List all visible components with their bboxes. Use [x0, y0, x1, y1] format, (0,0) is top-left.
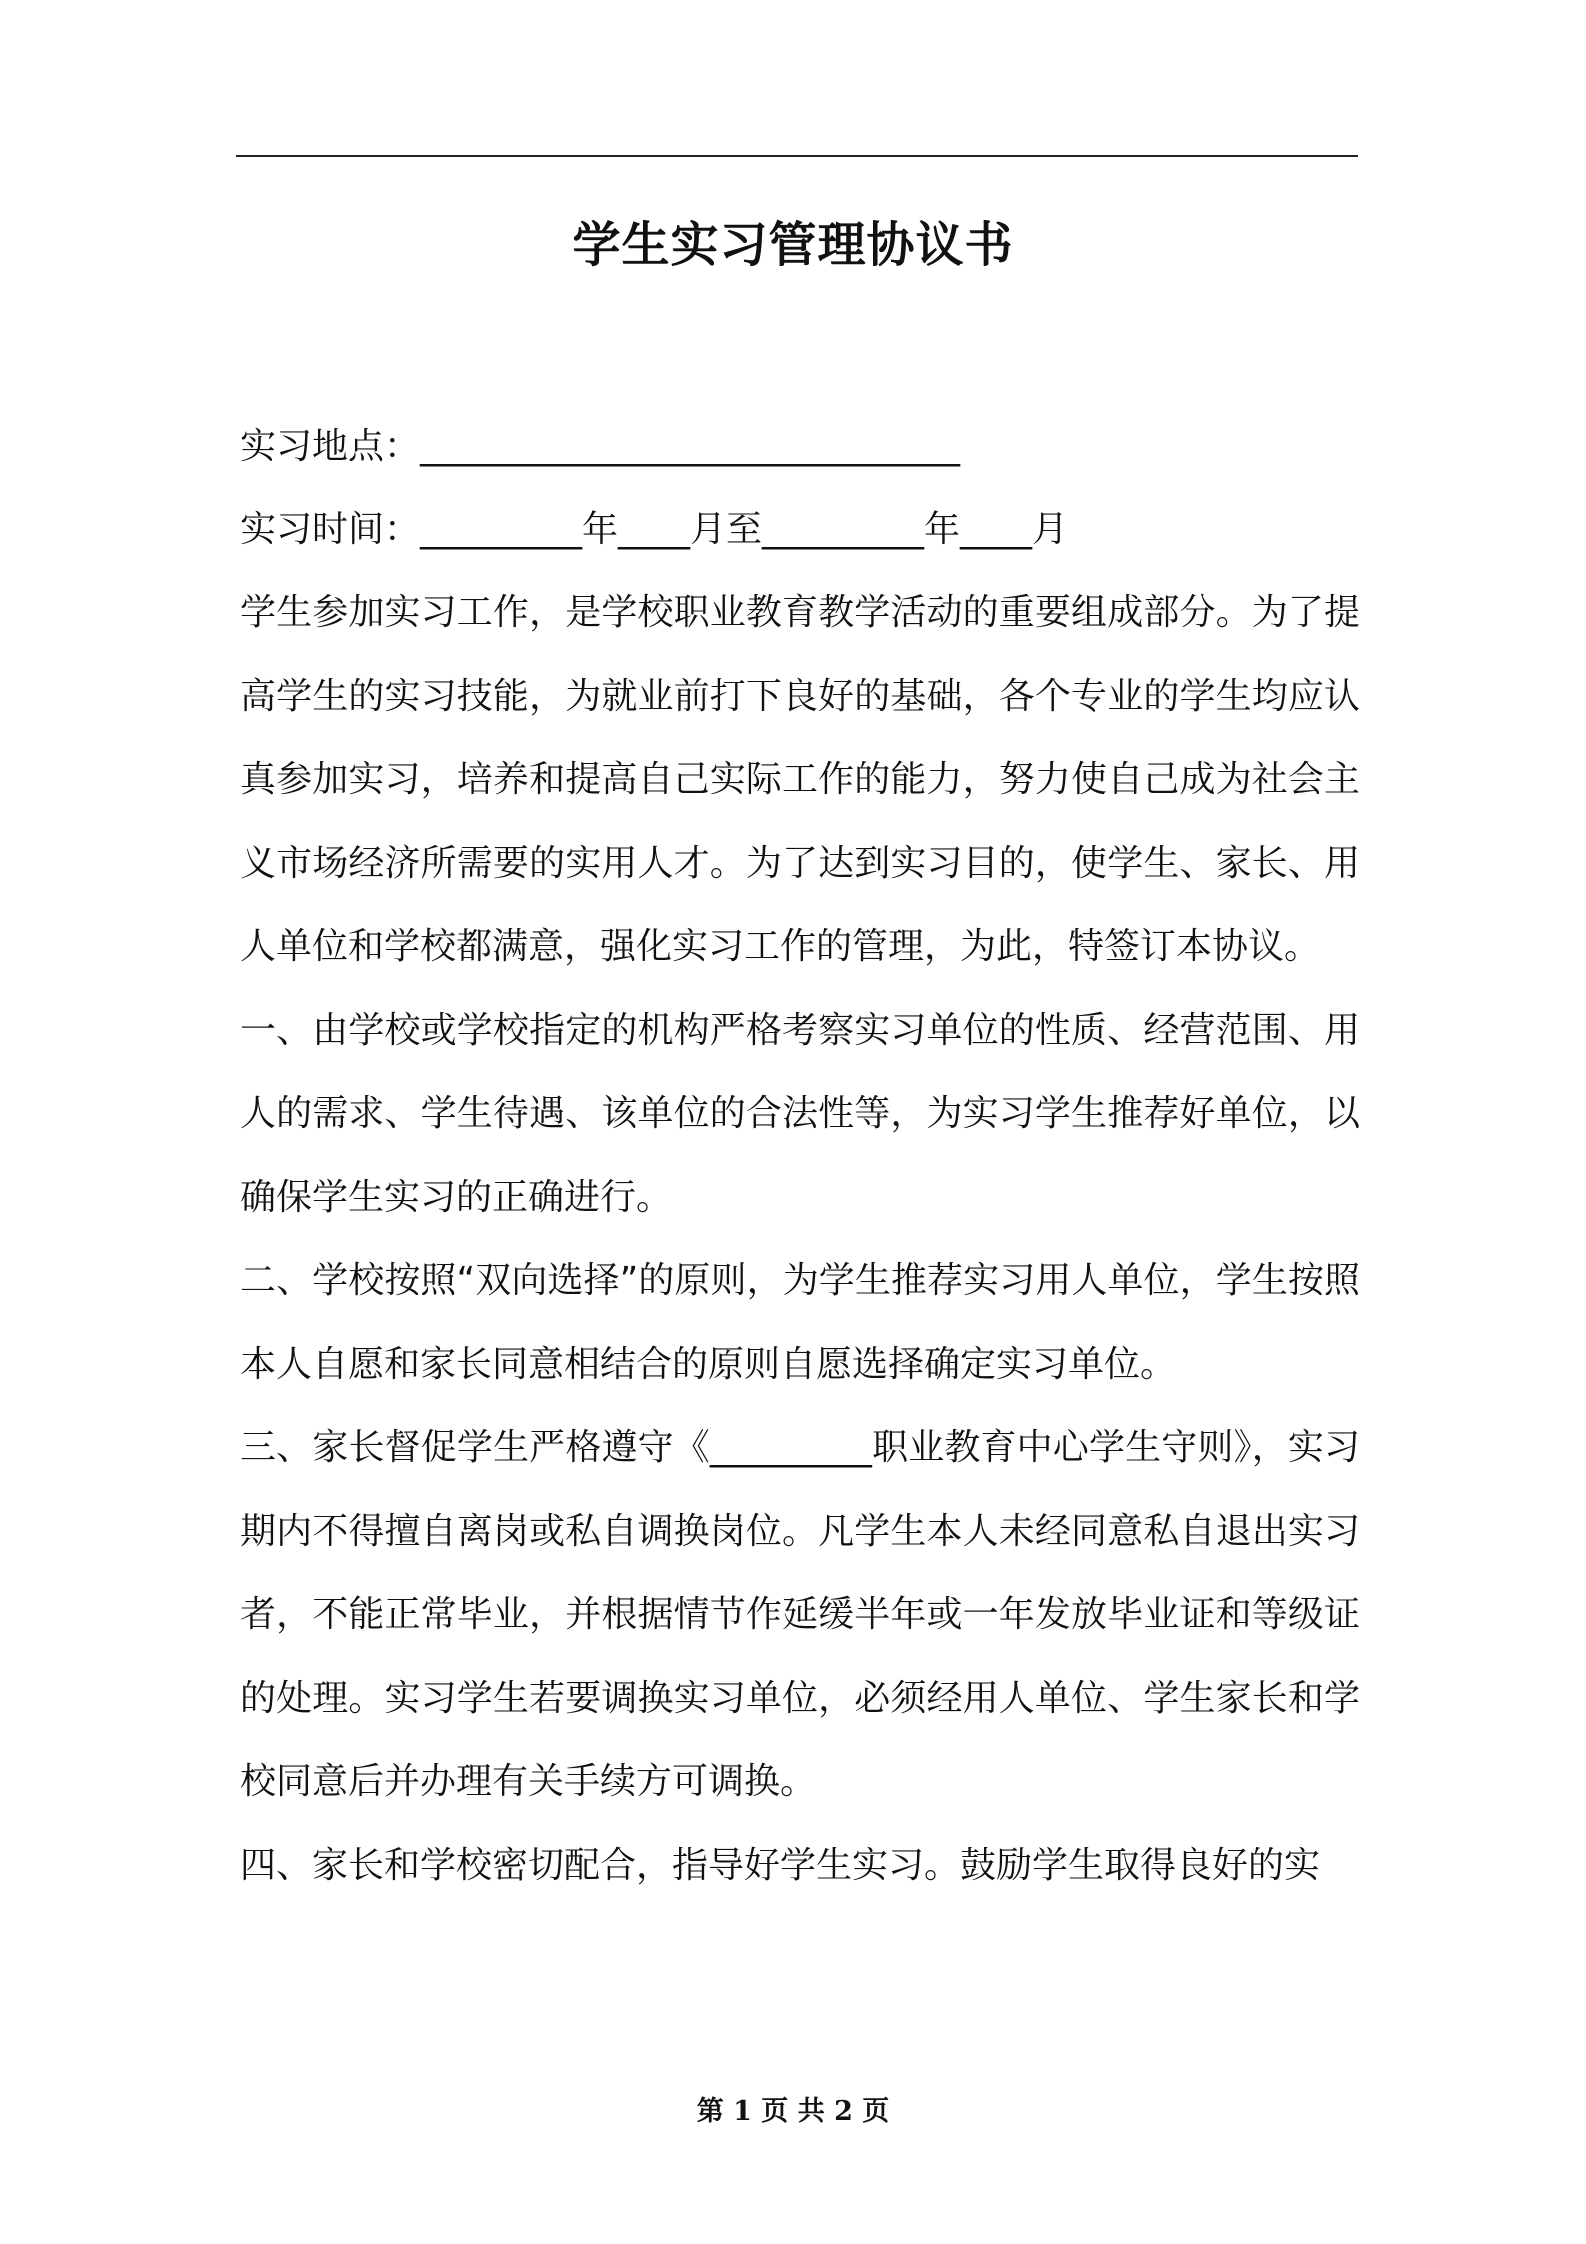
- internship-period-field: 实习时间：_________年____月至_________年____月: [240, 509, 1069, 550]
- clause-1-paragraph: 一、由学校或学校指定的机构严格考察实习单位的性质、经营范围、用人的需求、学生待遇、该单位的合法性等，为实习学生推荐好单位，以确保学生实习的正确进行。: [240, 1009, 1360, 1218]
- document-title: 学生实习管理协议书: [572, 217, 1014, 273]
- internship-location-field: 实习地点：______________________________: [240, 426, 961, 467]
- intro-paragraph: 学生参加实习工作，是学校职业教育教学活动的重要组成部分。为了提高学生的实习技能，为就业前打下良好的基础，各个专业的学生均应认真参加实习，培养和提高自己实际工作的能力，努力使自己成为社会主义市场经济所需要的实用人才。为了达到实习目的，使学生、家长、用人单位和学校都满意，强化实习工作的管理，为此，特签订本协议。: [240, 592, 1360, 967]
- clause-4-paragraph: 四、家长和学校密切配合，指导好学生实习。鼓励学生取得良好的实: [240, 1844, 1321, 1886]
- page-number-footer: 第 1 页 共 2 页: [696, 2096, 890, 2127]
- document-body: [240, 405, 1360, 1907]
- header-rule: [236, 155, 1358, 157]
- clause-3-paragraph: 三、家长督促学生严格遵守《_________职业教育中心学生守则》，实习期内不得擅自离岗或私自调换岗位。凡学生本人未经同意私自退出实习者，不能正常毕业，并根据情节作延缓半年或一年发放毕业证和等级证的处理。实习学生若要调换实习单位，必须经用人单位、学生家长和学校同意后并办理有关手续方可调换。: [240, 1427, 1360, 1802]
- clause-2-paragraph: 二、学校按照“双向选择”的原则，为学生推荐实习用人单位，学生按照本人自愿和家长同意相结合的原则自愿选择确定实习单位。: [240, 1260, 1360, 1385]
